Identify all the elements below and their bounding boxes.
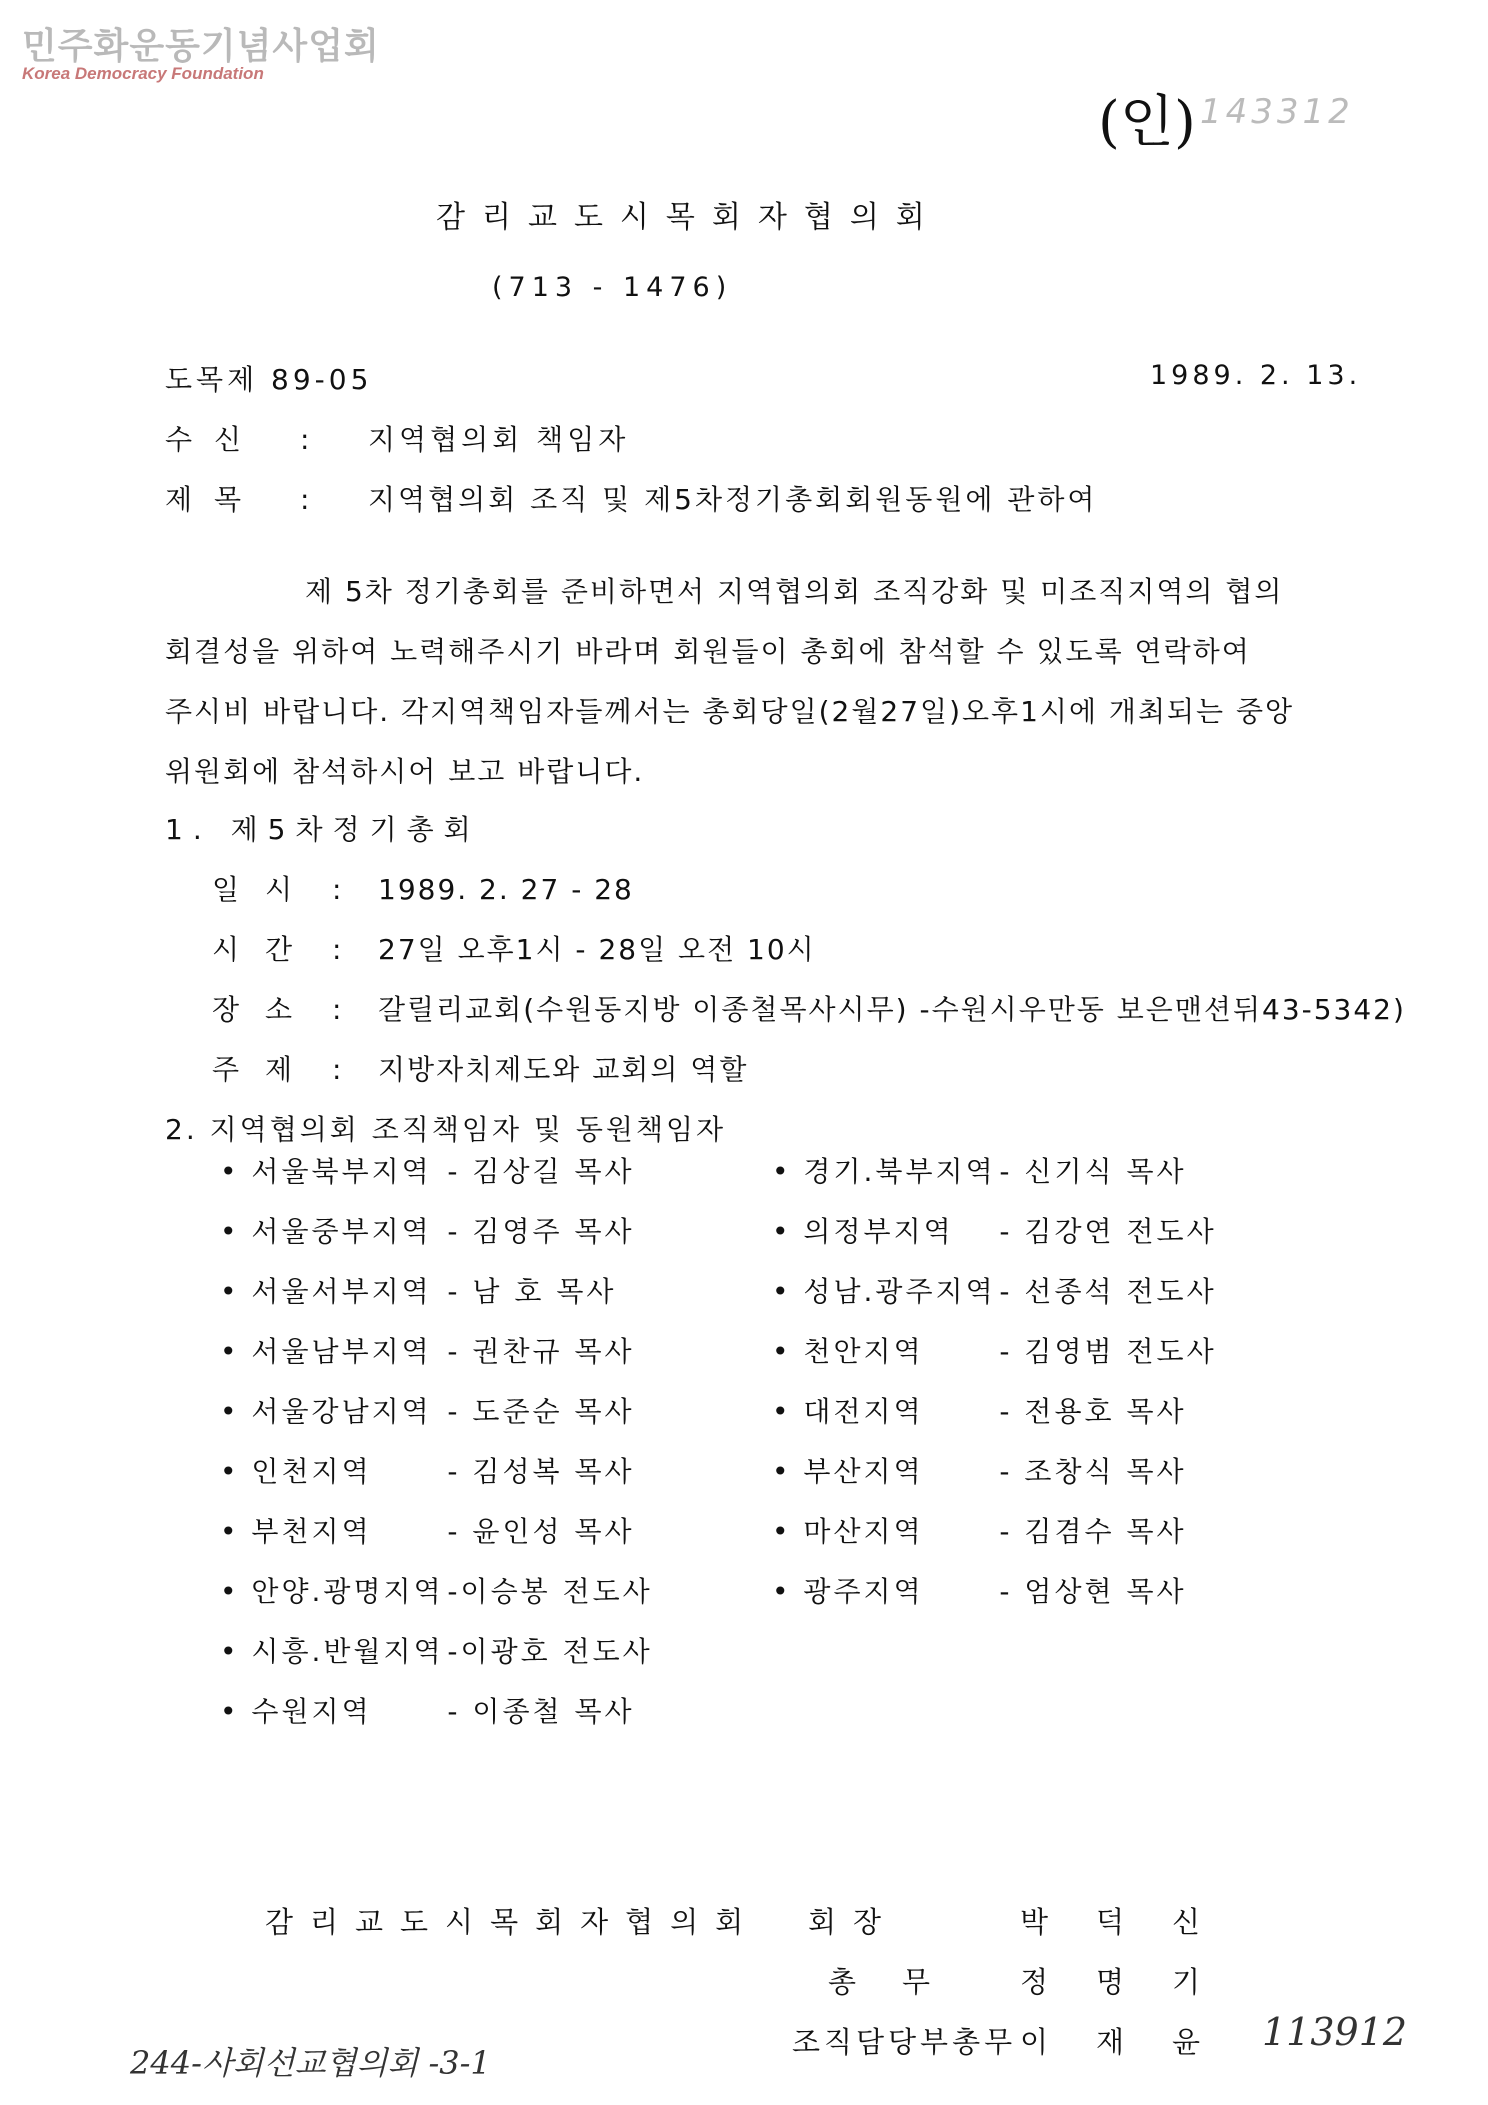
leader-entry: • 마산지역 - 김겸수 목사: [772, 1510, 1187, 1550]
detail-row: 장소 : 갈릴리교회(수원동지방 이종철목사시무) -수원시우만동 보은맨션뒤43-5342): [212, 988, 1406, 1028]
phone-number: (713 - 1476): [492, 272, 733, 303]
leader-entry: • 대전지역 - 전용호 목사: [772, 1390, 1187, 1430]
leader-entry: • 광주지역 - 엄상현 목사: [772, 1570, 1187, 1610]
leader-region: 서울강남지역: [251, 1395, 432, 1428]
recipient-row: 수신 : 지역협의회 책임자: [165, 418, 629, 458]
stamp-number: 143312: [1200, 92, 1354, 132]
leader-region: 안양.광명지역: [251, 1575, 444, 1608]
leader-entry: • 부천지역 - 윤인성 목사: [220, 1510, 635, 1550]
leader-person: - 김상길 목사: [447, 1155, 635, 1188]
leader-region: 광주지역: [803, 1575, 924, 1608]
leader-person: - 김성복 목사: [447, 1455, 635, 1488]
leader-entry: • 의정부지역 - 김강연 전도사: [772, 1210, 1217, 1250]
leader-entry: • 시흥.반월지역 -이광호 전도사: [220, 1630, 653, 1670]
leader-person: - 이종철 목사: [447, 1695, 635, 1728]
leader-region: 인천지역: [251, 1455, 372, 1488]
leader-person: - 김영주 목사: [447, 1215, 635, 1248]
leader-region: 서울중부지역: [251, 1215, 432, 1248]
body-paragraph: [165, 562, 1385, 802]
leader-person: - 남 호 목사: [447, 1275, 617, 1308]
detail-value: 갈릴리교회(수원동지방 이종철목사시무) -수원시우만동 보은맨션뒤43-5342): [378, 993, 1406, 1026]
body-line-3: 주시비 바랍니다. 각지역책임자들께서는 총회당일(2월27일)오후1시에 개최되는 중앙: [165, 695, 1295, 728]
body-line-4: 위원회에 참석하시어 보고 바랍니다.: [165, 755, 645, 788]
seal-mark: (인): [1098, 90, 1196, 155]
leader-region: 성남.광주지역: [803, 1275, 996, 1308]
recipient-label: 수신: [165, 423, 264, 456]
leader-entry: • 수원지역 - 이종철 목사: [220, 1690, 635, 1730]
leader-entry: • 서울중부지역 - 김영주 목사: [220, 1210, 635, 1250]
leader-person: - 신기식 목사: [999, 1155, 1187, 1188]
leader-region: 대전지역: [803, 1395, 924, 1428]
subject-value: 지역협의회 조직 및 제5차정기총회회원동원에 관하여: [368, 483, 1098, 516]
leader-person: - 김영범 전도사: [999, 1335, 1217, 1368]
detail-value: 지방자치제도와 교회의 역할: [378, 1053, 749, 1086]
leader-entry: • 서울서부지역 - 남 호 목사: [220, 1270, 616, 1310]
handwritten-archive-ref: 244-사회선교협의회 -3-1: [130, 2044, 491, 2082]
leader-region: 시흥.반월지역: [251, 1635, 444, 1668]
chair-title: 회장: [808, 1905, 899, 1939]
signature-org: 감리교도시목회자협의회: [265, 1905, 761, 1939]
document-date: 1989. 2. 13.: [1150, 360, 1362, 391]
leader-person: - 선종석 전도사: [999, 1275, 1217, 1308]
watermark-english: Korea Democracy Foundation: [22, 64, 264, 83]
body-line-1: 제 5차 정기총회를 준비하면서 지역협의회 조직강화 및 미조직지역의 협의: [305, 575, 1284, 608]
leader-region: 부천지역: [251, 1515, 372, 1548]
section-2-title: 2. 지역협의회 조직책임자 및 동원책임자: [165, 1113, 727, 1146]
detail-value: 1989. 2. 27 - 28: [378, 873, 634, 906]
leader-entry: • 천안지역 - 김영범 전도사: [772, 1330, 1217, 1370]
detail-label: 주제: [212, 1053, 319, 1086]
org-secretary-title: 조직담당부총무: [792, 2025, 1017, 2059]
detail-label: 장소: [212, 993, 319, 1026]
leader-person: - 도준순 목사: [447, 1395, 635, 1428]
leader-person: - 김겸수 목사: [999, 1515, 1187, 1548]
leader-entry: • 서울강남지역 - 도준순 목사: [220, 1390, 635, 1430]
detail-row: 시간 : 27일 오후1시 - 28일 오전 10시: [212, 928, 816, 968]
leader-person: - 전용호 목사: [999, 1395, 1187, 1428]
chair-name: 박덕신: [1020, 1905, 1249, 1939]
secretary-title: 총무: [828, 1965, 977, 1999]
body-line-2: 회결성을 위하여 노력해주시기 바라며 회원들이 총회에 참석할 수 있도록 연락하여: [165, 635, 1251, 668]
leader-entry: • 성남.광주지역 - 선종석 전도사: [772, 1270, 1217, 1310]
leader-region: 경기.북부지역: [803, 1155, 996, 1188]
leader-person: - 윤인성 목사: [447, 1515, 635, 1548]
leader-entry: • 인천지역 - 김성복 목사: [220, 1450, 635, 1490]
leader-region: 부산지역: [803, 1455, 924, 1488]
subject-row: 제목 : 지역협의회 조직 및 제5차정기총회회원동원에 관하여: [165, 478, 1097, 518]
detail-row: 주제 : 지방자치제도와 교회의 역할: [212, 1048, 748, 1088]
leader-person: - 조창식 목사: [999, 1455, 1187, 1488]
leader-person: - 권찬규 목사: [447, 1335, 635, 1368]
org-secretary-name: 이재윤: [1020, 2025, 1249, 2059]
leader-region: 서울서부지역: [251, 1275, 432, 1308]
leader-region: 마산지역: [803, 1515, 924, 1548]
watermark-korean: 민주화운동기념사업회: [22, 26, 380, 67]
leader-entry: • 서울북부지역 - 김상길 목사: [220, 1150, 635, 1190]
org-title: 감리교도시목회자협의회: [436, 200, 942, 235]
section-1-title: 1. 제5차정기총회: [165, 813, 481, 846]
secretary-name: 정명기: [1020, 1965, 1249, 1999]
leader-person: - 엄상현 목사: [999, 1575, 1187, 1608]
document-number: 도목제 89-05: [165, 363, 373, 396]
leader-entry: • 경기.북부지역 - 신기식 목사: [772, 1150, 1187, 1190]
leader-region: 천안지역: [803, 1335, 924, 1368]
subject-label: 제목: [165, 483, 264, 516]
handwritten-page-number: 113912: [1262, 2010, 1408, 2054]
detail-row: 일시 : 1989. 2. 27 - 28: [212, 868, 634, 908]
detail-label: 일시: [212, 873, 319, 906]
leader-person: - 김강연 전도사: [999, 1215, 1217, 1248]
leader-person: -이광호 전도사: [447, 1635, 653, 1668]
leader-entry: • 부산지역 - 조창식 목사: [772, 1450, 1187, 1490]
leader-entry: • 안양.광명지역 -이승봉 전도사: [220, 1570, 653, 1610]
detail-value: 27일 오후1시 - 28일 오전 10시: [378, 933, 816, 966]
detail-label: 시간: [212, 933, 319, 966]
leader-region: 서울남부지역: [251, 1335, 432, 1368]
leader-person: -이승봉 전도사: [447, 1575, 653, 1608]
leader-region: 서울북부지역: [251, 1155, 432, 1188]
leader-entry: • 서울남부지역 - 권찬규 목사: [220, 1330, 635, 1370]
leader-region: 의정부지역: [803, 1215, 954, 1248]
recipient-value: 지역협의회 책임자: [368, 423, 630, 456]
leader-region: 수원지역: [251, 1695, 372, 1728]
